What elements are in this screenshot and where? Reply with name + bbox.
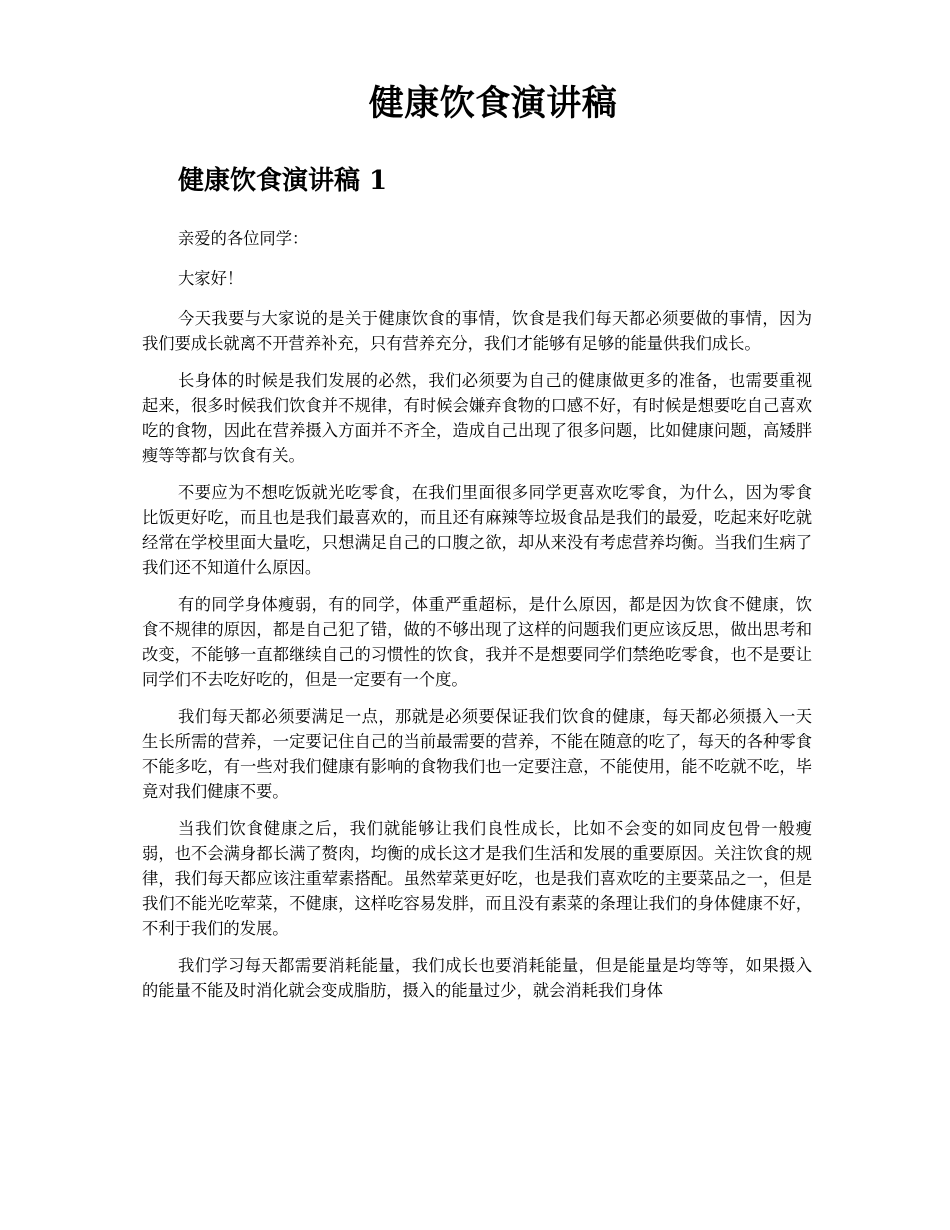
- paragraph: 我们每天都必须要满足一点，那就是必须要保证我们饮食的健康，每天都必须摄入一天生长所需的营养，一定要记住自己的当前最需要的营养，不能在随意的吃了，每天的各种零食不能多吃，有一些对我们健康有影响的食物我们也一定要注意，不能使用，能不吃就不吃，毕竟对我们健康不要。: [142, 707, 812, 801]
- section-heading: 健康饮食演讲稿 1: [178, 166, 388, 196]
- paragraph-salutation: 亲爱的各位同学：: [178, 229, 309, 248]
- paragraph-greeting: 大家好！: [178, 269, 244, 288]
- document-body: [142, 226, 812, 1015]
- paragraph: 有的同学身体瘦弱，有的同学，体重严重超标，是什么原因，都是因为饮食不健康，饮食不规律的原因，都是自己犯了错，做的不够出现了这样的问题我们更应该反思，做出思考和改变，不能够一直都继续自己的习惯性的饮食，我并不是想要同学们禁绝吃零食，也不是要让同学们不去吃好吃的，但是一定要有一个度。: [142, 595, 812, 689]
- paragraph: 我们学习每天都需要消耗能量，我们成长也要消耗能量，但是能量是均等等，如果摄入的能量不能及时消化就会变成脂肪，摄入的能量过少，就会消耗我们身体: [142, 956, 812, 1000]
- paragraph: 不要应为不想吃饭就光吃零食，在我们里面很多同学更喜欢吃零食，为什么，因为零食比饭更好吃，而且也是我们最喜欢的，而且还有麻辣等垃圾食品是我们的最爱，吃起来好吃就经常在学校里面大量吃，只想满足自己的口腹之欲，却从来没有考虑营养均衡。当我们生病了我们还不知道什么原因。: [142, 483, 812, 577]
- paragraph: 当我们饮食健康之后，我们就能够让我们良性成长，比如不会变的如同皮包骨一般瘦弱，也不会满身都长满了赘肉，均衡的成长这才是我们生活和发展的重要原因。关注饮食的规律，我们每天都应该注重荤素搭配。虽然荤菜更好吃，也是我们喜欢吃的主要菜品之一，但是我们不能光吃荤菜，不健康，这样吃容易发胖，而且没有素菜的条理让我们的身体健康不好，不利于我们的发展。: [142, 819, 812, 938]
- paragraph: 长身体的时候是我们发展的必然，我们必须要为自己的健康做更多的准备，也需要重视起来，很多时候我们饮食并不规律，有时候会嫌弃食物的口感不好，有时候是想要吃自己喜欢吃的食物，因此在营养摄入方面并不齐全，造成自己出现了很多问题，比如健康问题，高矮胖瘦等等都与饮食有关。: [142, 371, 812, 465]
- document-title: 健康饮食演讲稿: [368, 83, 618, 124]
- paragraph: 今天我要与大家说的是关于健康饮食的事情，饮食是我们每天都必须要做的事情，因为我们要成长就离不开营养补充，只有营养充分，我们才能够有足够的能量供我们成长。: [142, 309, 812, 353]
